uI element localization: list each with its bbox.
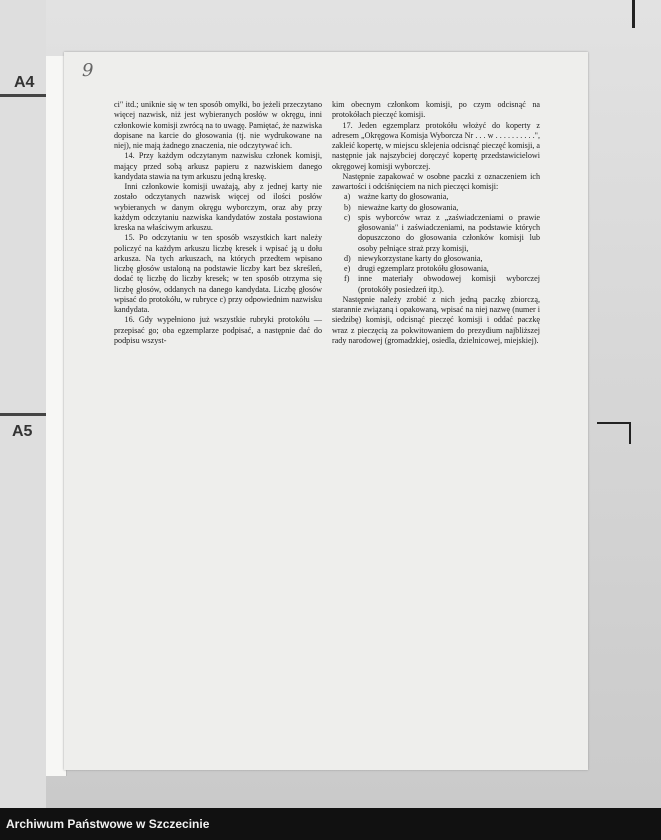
paragraph-15: 15. Po odczytaniu w ten sposób wszystkich kart należy policzyć na każdym arkuszu liczbę kresek i wpisać ją u dołu arkusza. Na tych arkuszach, na których przedtem wpisano liczbę głosów ustaloną na podstawie liczby kart bez skreśleń, dodać tę liczbę do liczby kresek; w ten sposób otrzyma się liczbę głosów, oddanych na danego kandydata. Liczbę głosów wpisać do protokółu, w rubryce c) przy odpowiednim nazwisku kandydata. xyxy=(114,233,322,314)
paragraph: Inni członkowie komisji uważają, aby z jednej karty nie zostało odczytanych nazwisk więcej od ilości posłów wybieranych w danym okręgu wyborczym, oraz aby przy każdym odczytaniu nazwiska kandydatów została postawiona kreska na właściwym arkuszu. xyxy=(114,182,322,232)
frame-label-top: A4 xyxy=(14,74,35,91)
paragraph: kim obecnym członkom komisji, po czym odcisnąć na protokółach pieczęć komisji. xyxy=(332,100,540,120)
paragraph-17: 17. Jeden egzemplarz protokółu włożyć do koperty z adresem „Okręgowa Komisja Wyborcza Nr . . . w . . . . . . . . . .", zakleić kopertę, w miejscu sklejenia odcisnąć pieczęć komisji, a następnie jak najszybciej doręczyć kopertę przedstawicielowi okręgowej komisji wyborczej. xyxy=(332,120,540,171)
handwritten-page-number: 9 xyxy=(82,60,94,81)
archive-label: Archiwum Państwowe w Szczecinie xyxy=(6,817,210,831)
paragraph: Następnie należy zrobić z nich jedną paczkę zbiorczą, starannie związaną i opakowaną, wpisać na niej nazwę (numer i siedzibę) komisji, odcisnąć pieczęć komisji i oddać paczkę wraz z pieczęcią za pokwitowaniem do prezydium najbliższej rady narodowej (gromadzkiej, osiedla, dzielnicowej, miejskiej). xyxy=(332,294,540,345)
paragraph-14: 14. Przy każdym odczytanym nazwisku członek komisji, mający przed sobą arkusz papieru z nazwiskiem danego kandydata stawia na tym arkuszu jedną kreskę. xyxy=(114,151,322,181)
list-item: c) spis wyborców wraz z „zaświadczeniami o prawie głosowania" i zaświadczeniami, na podstawie których dopuszczono do głosowania członków komisji lub osoby pełniące straż przy komisji, xyxy=(344,212,540,253)
text-column-right xyxy=(332,100,540,346)
list-item: e) drugi egzemplarz protokółu głosowania, xyxy=(344,264,489,273)
list-item: d) niewykorzystane karty do głosowania, xyxy=(344,253,483,263)
paragraph: ci" itd.; uniknie się w ten sposób omyłki, bo jeżeli przeczytano więcej nazwisk, niż jest wybieranych posłów w okręgu, inni członkowie komisji zwrócą na to uwagę. Pamiętać, że nazwiska dopisane na karcie do głosowania (tj. nie wydrukowane na niej), nie mają żadnego znaczenia, nie odczytywać ich. xyxy=(114,100,322,150)
text-column-left xyxy=(114,100,322,346)
film-mark-right-v xyxy=(629,422,631,444)
frame-divider-top xyxy=(0,94,46,97)
frame-label-bottom: A5 xyxy=(12,423,33,440)
film-mark-right-h xyxy=(597,422,631,424)
film-mark-top-right xyxy=(632,0,635,28)
list-item: b) nieważne karty do głosowania, xyxy=(344,202,459,212)
package-list xyxy=(332,192,540,295)
list-item: a) ważne karty do głosowania, xyxy=(344,192,449,202)
paragraph: Następnie zapakować w osobne paczki z oznaczeniem ich zawartości i odciśnięciem na nich pieczęci komisji: xyxy=(332,171,540,191)
list-item: f) inne materiały obwodowej komisji wyborczej (protokóły posiedzeń itp.). xyxy=(344,274,540,294)
paragraph-16: 16. Gdy wypełniono już wszystkie rubryki protokółu — przepisać go; oba egzemplarze podpisać, a następnie dać do podpisu wszyst- xyxy=(114,315,322,345)
film-strip-left xyxy=(0,0,46,810)
